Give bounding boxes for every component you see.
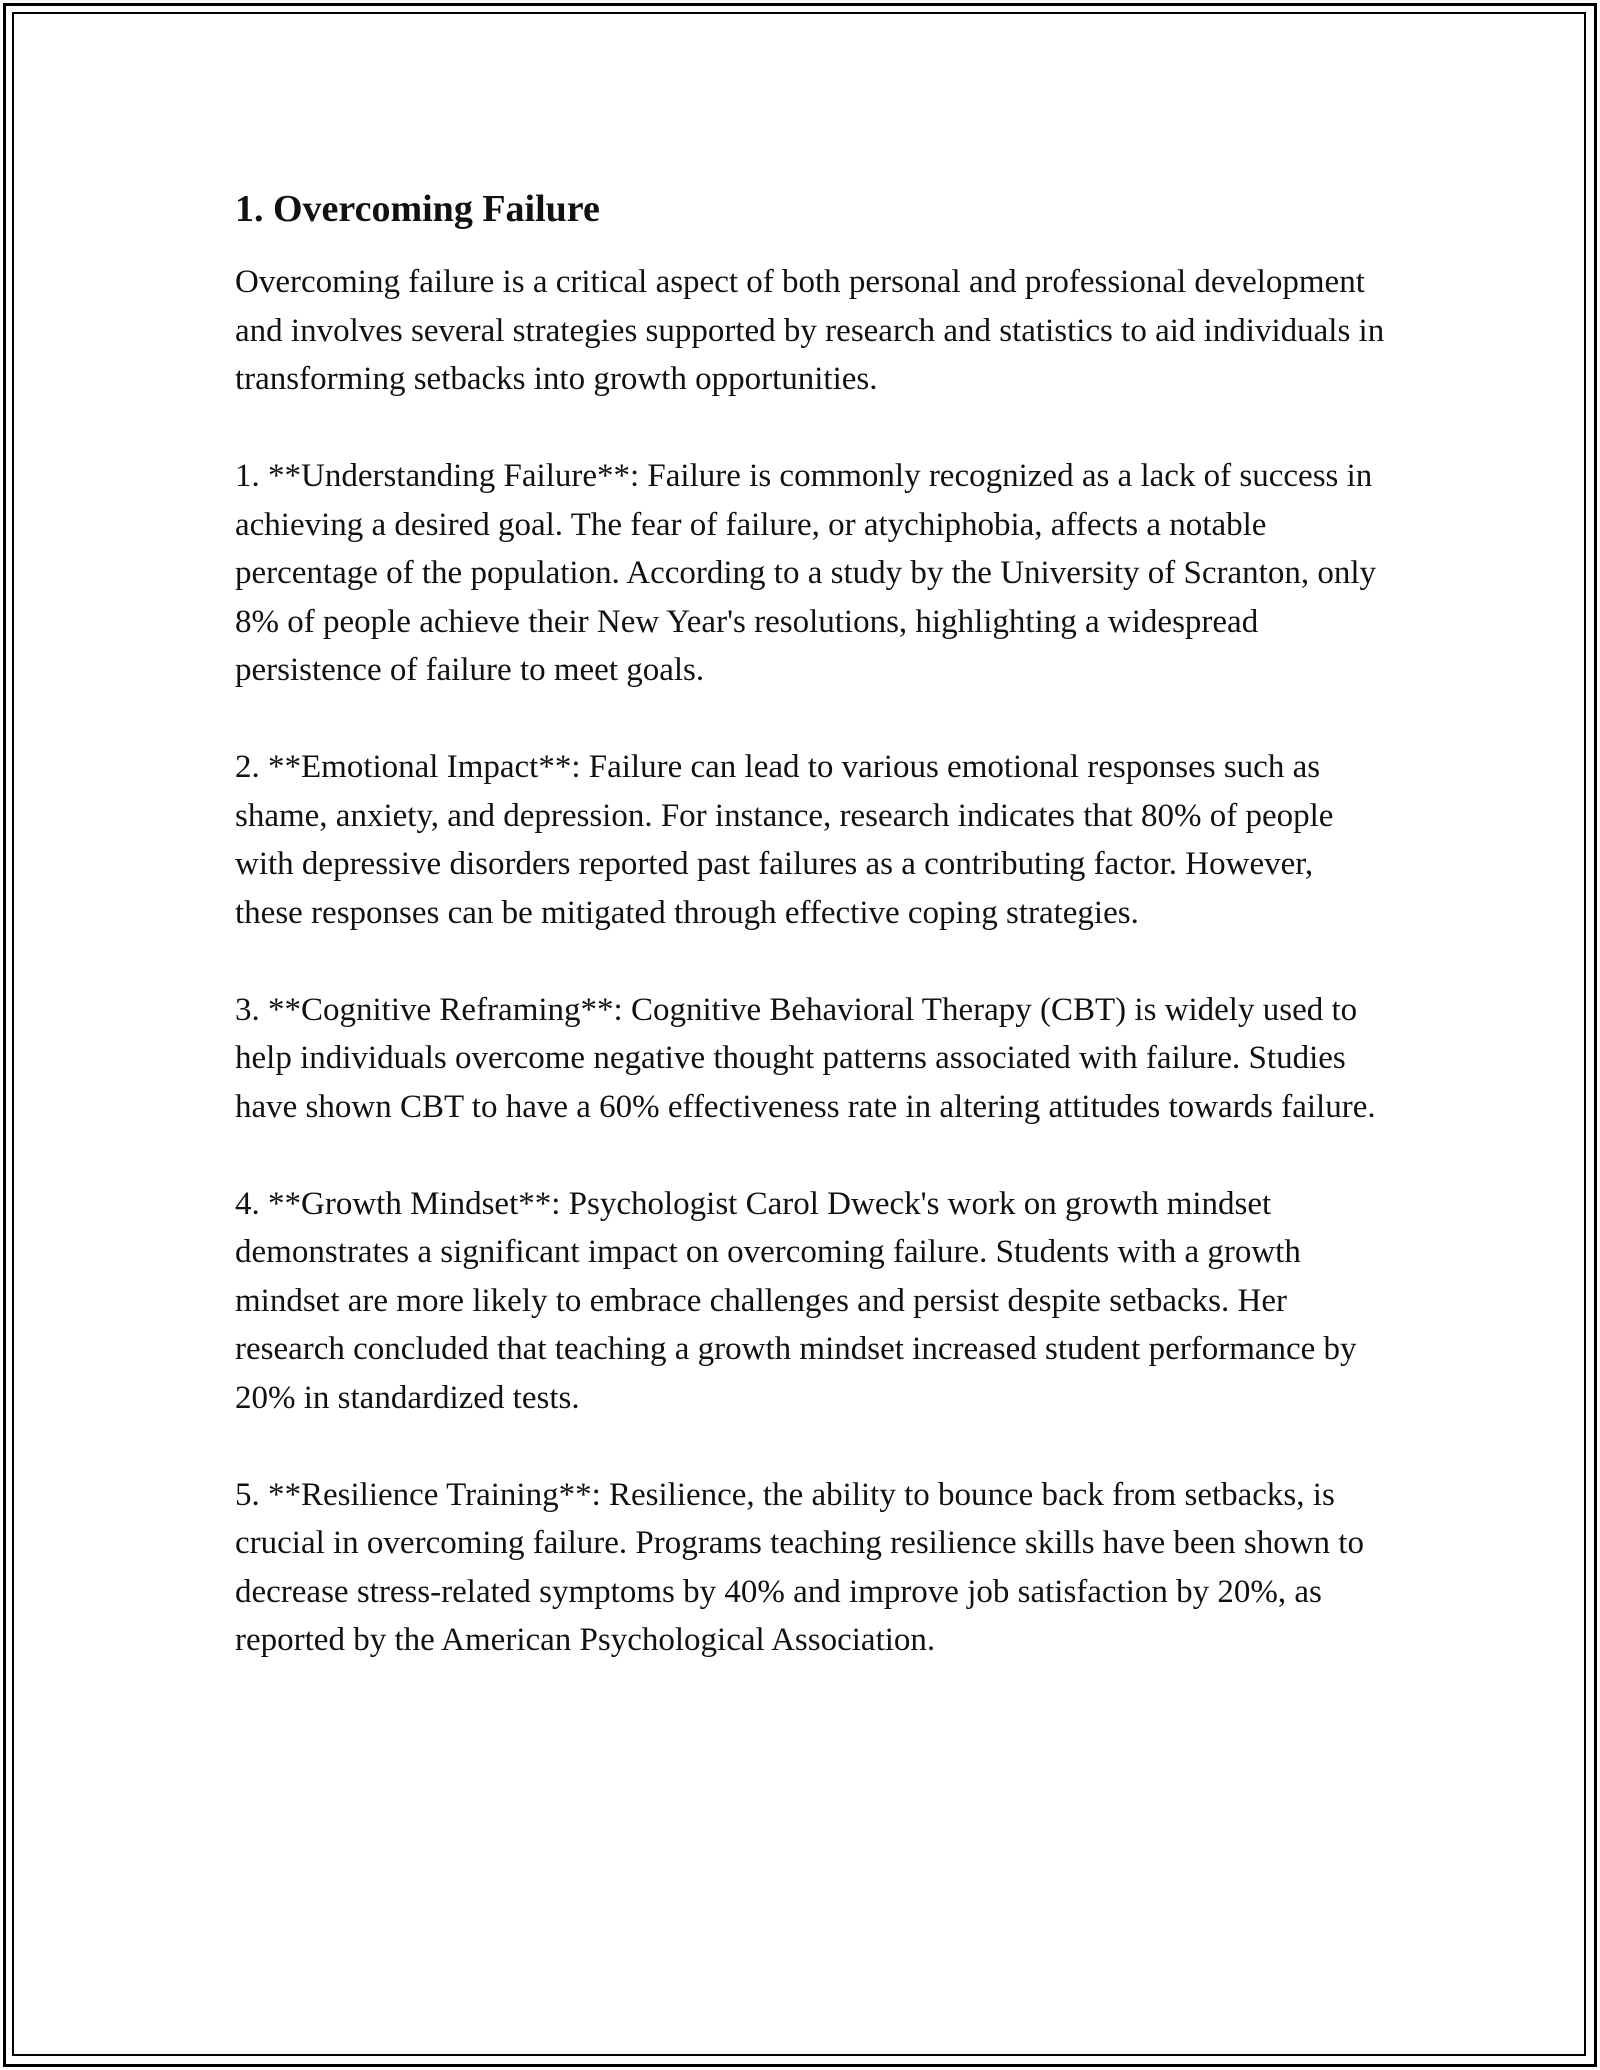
point-emotional-impact: 2. **Emotional Impact**: Failure can lead to various emotional responses such as shame, anxiety, and depression. For instance, research indicates that 80% of people with depressive disorders reported past failures as a contributing factor. However, these responses can be mitigated through effective coping strategies. — [235, 749, 1334, 931]
document-body — [235, 185, 1385, 1713]
point-resilience-training: 5. **Resilience Training**: Resilience, the ability to bounce back from setbacks, is crucial in overcoming failure. Programs teaching resilience skills have been shown to decrease stress-related symptoms by 40% and improve job satisfaction by 20%, as reported by the American Psychological Association. — [235, 1476, 1364, 1659]
point-cognitive-reframing: 3. **Cognitive Reframing**: Cognitive Behavioral Therapy (CBT) is widely used to help individuals overcome negative thought patterns associated with failure. Studies have shown CBT to have a 60% effectiveness rate in altering attitudes towards failure. — [235, 991, 1376, 1125]
intro-paragraph: Overcoming failure is a critical aspect of both personal and professional development and involves several strategies supported by research and statistics to aid individuals in transforming setbacks into growth opportunities. — [235, 264, 1385, 398]
point-growth-mindset: 4. **Growth Mindset**: Psychologist Carol Dweck's work on growth mindset demonstrates a significant impact on overcoming failure. Students with a growth mindset are more likely to embrace challenges and persist despite setbacks. Her research concluded that teaching a growth mindset increased student performance by 20% in standardized tests. — [235, 1185, 1357, 1416]
point-understanding-failure: 1. **Understanding Failure**: Failure is commonly recognized as a lack of success in achieving a desired goal. The fear of failure, or atychiphobia, affects a notable percentage of the population. According to a study by the University of Scranton, only 8% of people achieve their New Year's resolutions, highlighting a widespread persistence of failure to meet goals. — [235, 458, 1376, 689]
section-heading: 1. Overcoming Failure — [235, 188, 600, 230]
